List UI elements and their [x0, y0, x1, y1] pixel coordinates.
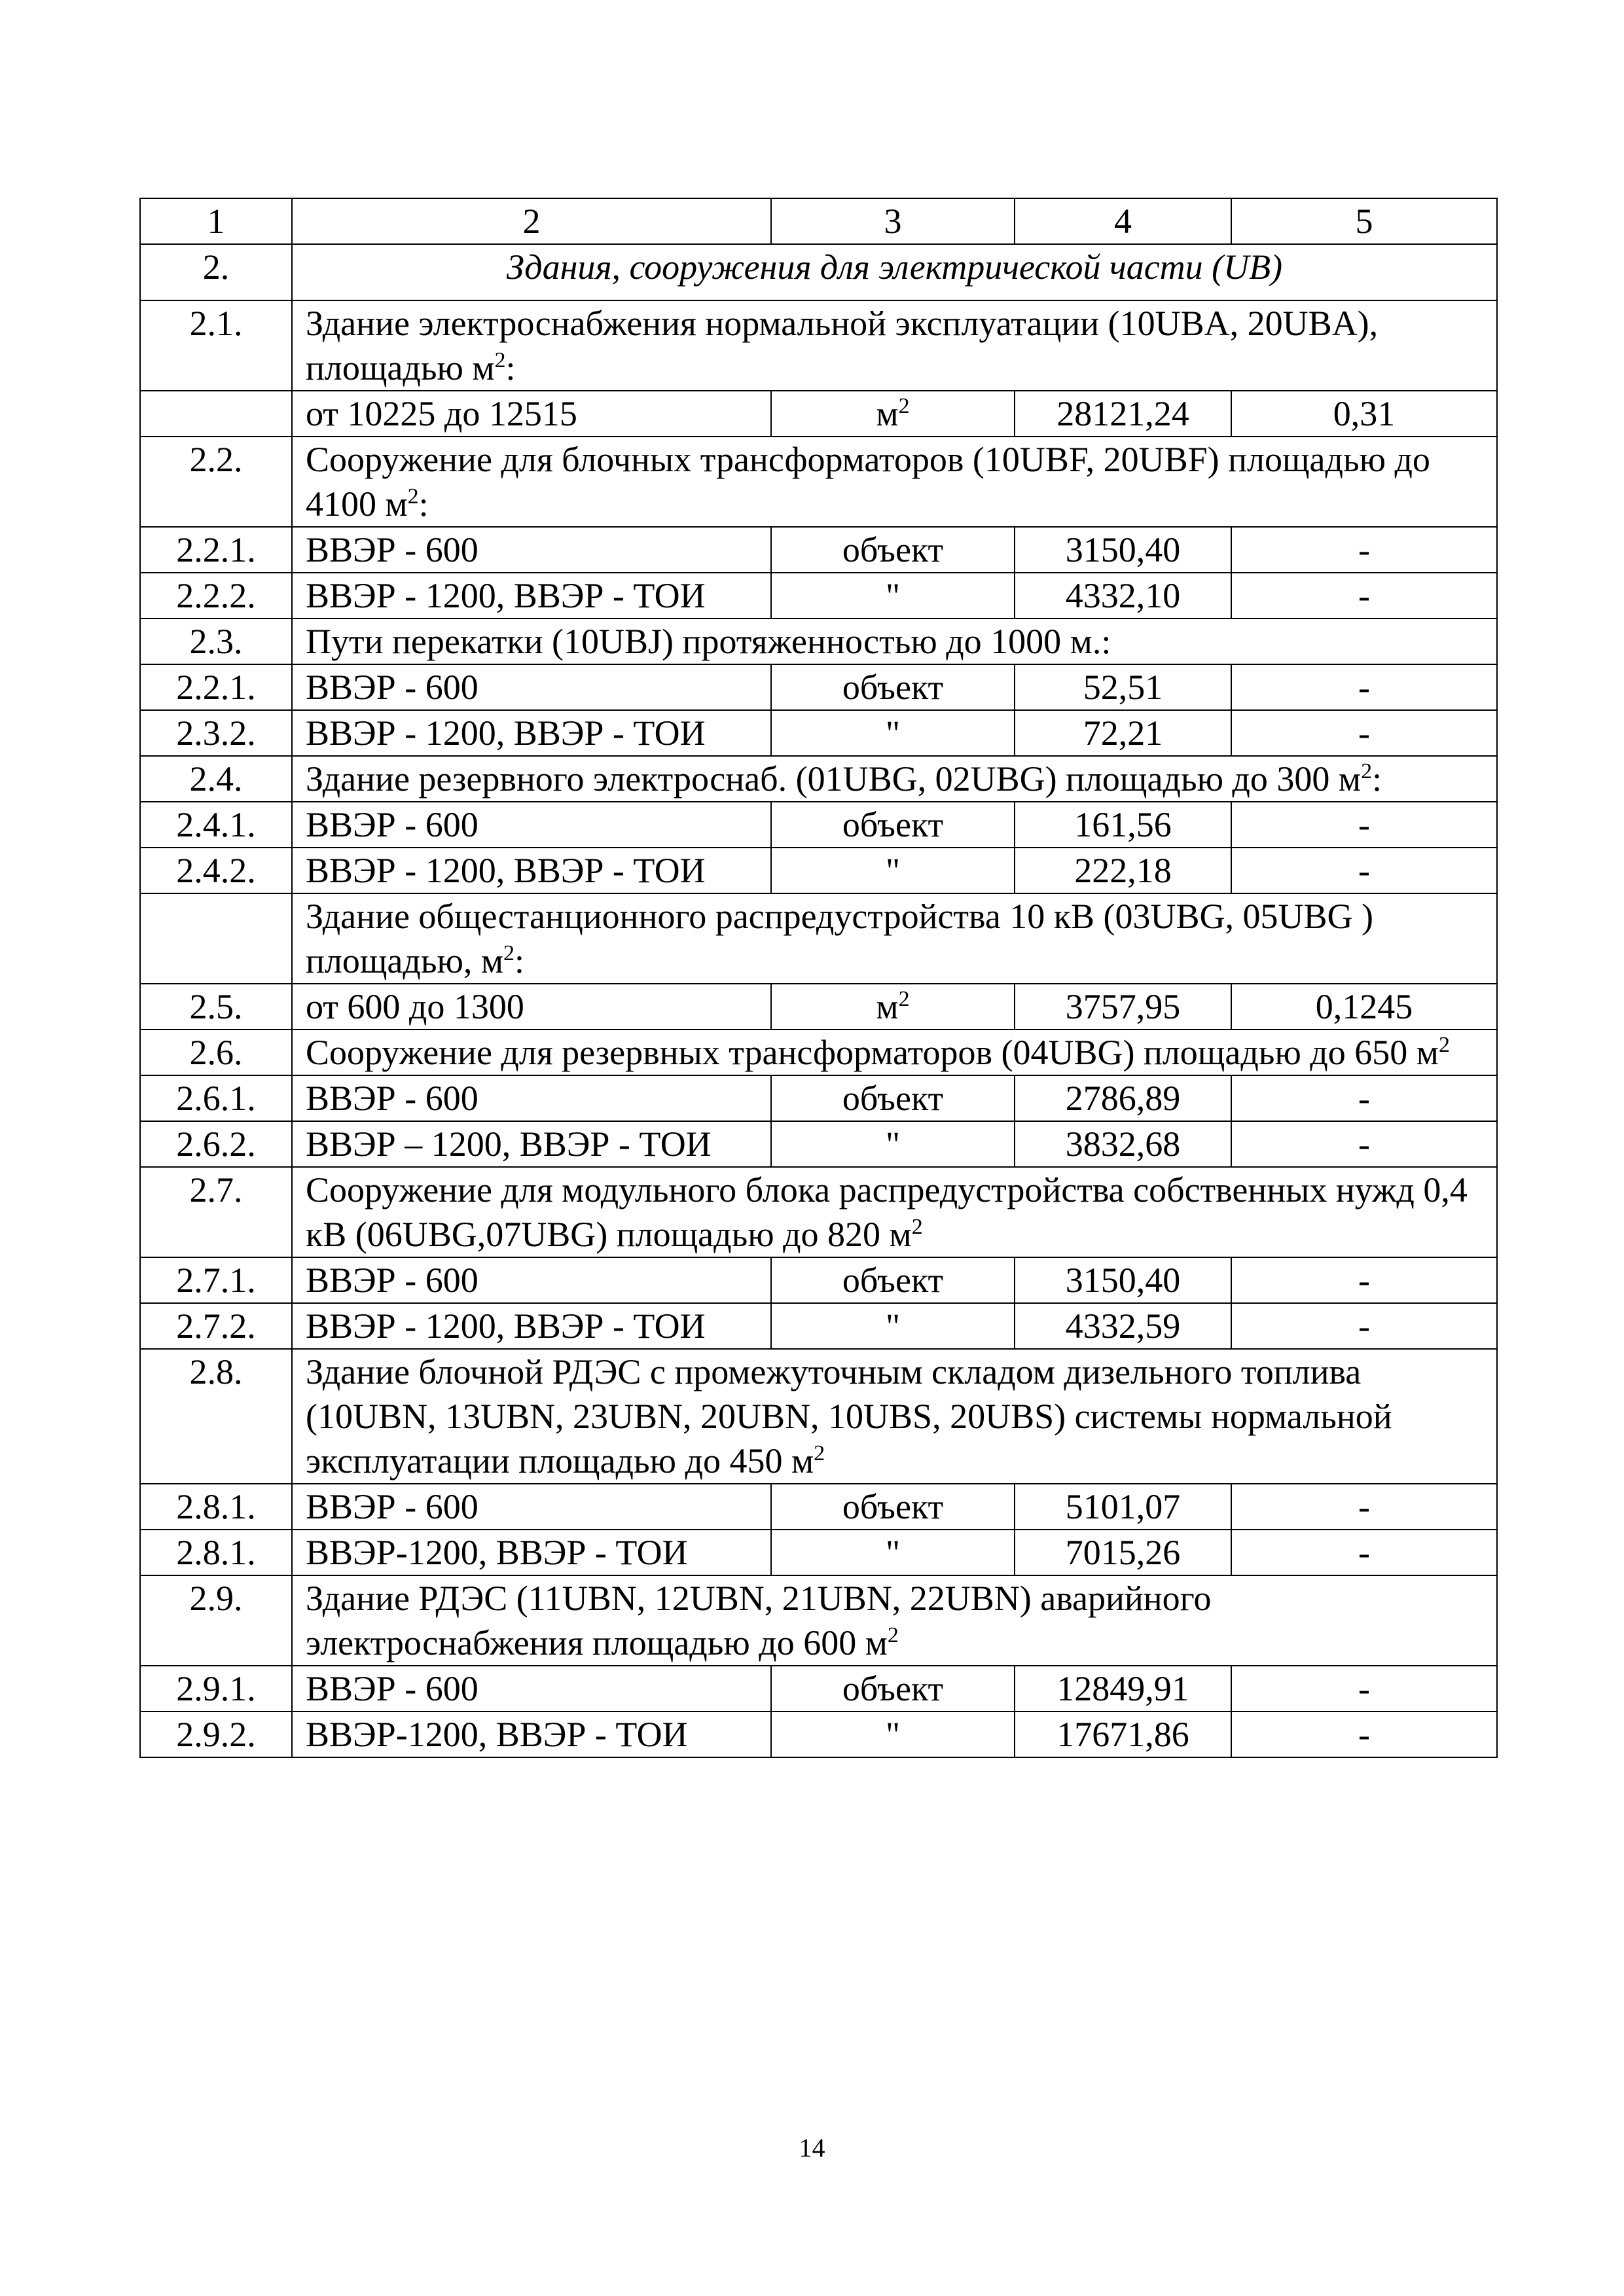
item-description: ВВЭР – 1200, ВВЭР - ТОИ [292, 1121, 771, 1167]
coefficient-cell: - [1231, 1121, 1497, 1167]
description-text: Здание блочной РДЭС с промежуточным складом дизельного топлива (10UBN, 13UBN, 23UBN, 20UBN, 10UBS, 20UBS) системы нормальной эксплуатации площадью до 450 м [306, 1352, 1392, 1480]
unit-cell: " [771, 1303, 1015, 1349]
value-cell: 3150,40 [1015, 527, 1231, 573]
description-text: : [1372, 759, 1382, 798]
row-number: 2.2. [140, 437, 292, 527]
item-description: ВВЭР - 600 [292, 1075, 771, 1121]
table-row [140, 1075, 1497, 1121]
item-description: ВВЭР - 600 [292, 1666, 771, 1712]
column-number: 1 [140, 198, 292, 244]
group-row [140, 1349, 1497, 1484]
coefficient-cell: - [1231, 1075, 1497, 1121]
description-text: Пути перекатки (10UBJ) протяженностью до 1000 м.: [306, 622, 1111, 661]
group-description [292, 1575, 1497, 1666]
row-number: 2.8. [140, 1349, 292, 1484]
group-row [140, 300, 1497, 391]
superscript: 2 [898, 394, 910, 418]
row-number: 2.2.2. [140, 573, 292, 619]
superscript: 2 [503, 941, 515, 965]
unit-cell: " [771, 573, 1015, 619]
row-number: 2.8.1. [140, 1484, 292, 1530]
value-cell: 4332,59 [1015, 1303, 1231, 1349]
value-cell: 3150,40 [1015, 1257, 1231, 1303]
item-description: ВВЭР-1200, ВВЭР - ТОИ [292, 1530, 771, 1575]
coefficient-cell: - [1231, 802, 1497, 848]
coefficient-cell: - [1231, 1303, 1497, 1349]
item-description: ВВЭР - 600 [292, 1484, 771, 1530]
unit-cell: " [771, 1530, 1015, 1575]
value-cell: 222,18 [1015, 848, 1231, 893]
column-number: 5 [1231, 198, 1497, 244]
row-number: 2.4.1. [140, 802, 292, 848]
group-description [292, 756, 1497, 802]
superscript: 2 [407, 484, 419, 509]
column-number: 3 [771, 198, 1015, 244]
value-cell: 161,56 [1015, 802, 1231, 848]
value-cell: 72,21 [1015, 710, 1231, 756]
value-cell: 4332,10 [1015, 573, 1231, 619]
row-number: 2.6.1. [140, 1075, 292, 1121]
item-description: ВВЭР - 1200, ВВЭР - ТОИ [292, 1303, 771, 1349]
coefficient-cell: 0,31 [1231, 391, 1497, 437]
rates-table [139, 198, 1498, 1758]
column-number-row [140, 198, 1497, 244]
superscript: 2 [1361, 759, 1373, 783]
table-row [140, 527, 1497, 573]
section-number: 2. [140, 244, 292, 300]
unit-text: м [876, 987, 899, 1026]
group-description [292, 300, 1497, 391]
group-row [140, 437, 1497, 527]
row-number: 2.9.2. [140, 1712, 292, 1757]
item-description: ВВЭР - 1200, ВВЭР - ТОИ [292, 710, 771, 756]
coefficient-cell: - [1231, 664, 1497, 710]
table-body [140, 300, 1497, 1757]
unit-cell: объект [771, 1075, 1015, 1121]
row-number: 2.2.1. [140, 664, 292, 710]
group-description [292, 619, 1497, 664]
table-row [140, 1484, 1497, 1530]
unit-cell: " [771, 848, 1015, 893]
coefficient-cell: - [1231, 1484, 1497, 1530]
item-description: ВВЭР - 600 [292, 527, 771, 573]
unit-cell: " [771, 710, 1015, 756]
group-row [140, 1030, 1497, 1075]
row-number: 2.9.1. [140, 1666, 292, 1712]
row-number: 2.8.1. [140, 1530, 292, 1575]
section-row [140, 244, 1497, 300]
group-description [292, 437, 1497, 527]
item-description: от 600 до 1300 [292, 984, 771, 1030]
table-row [140, 1666, 1497, 1712]
item-description: ВВЭР - 1200, ВВЭР - ТОИ [292, 848, 771, 893]
group-description [292, 1167, 1497, 1257]
coefficient-cell: - [1231, 710, 1497, 756]
item-description: от 10225 до 12515 [292, 391, 771, 437]
table-row [140, 1530, 1497, 1575]
unit-cell: объект [771, 802, 1015, 848]
coefficient-cell: - [1231, 848, 1497, 893]
coefficient-cell: - [1231, 527, 1497, 573]
value-cell: 12849,91 [1015, 1666, 1231, 1712]
table-row [140, 573, 1497, 619]
description-text: : [514, 941, 525, 980]
group-description [292, 1030, 1497, 1075]
description-text: : [505, 348, 516, 387]
group-description [292, 893, 1497, 984]
unit-cell [771, 984, 1015, 1030]
coefficient-cell: - [1231, 1530, 1497, 1575]
coefficient-cell: - [1231, 1257, 1497, 1303]
group-description [292, 1349, 1497, 1484]
superscript: 2 [1438, 1033, 1450, 1057]
value-cell: 7015,26 [1015, 1530, 1231, 1575]
unit-cell [771, 391, 1015, 437]
value-cell: 3832,68 [1015, 1121, 1231, 1167]
table-row [140, 1121, 1497, 1167]
coefficient-cell: - [1231, 573, 1497, 619]
group-row [140, 619, 1497, 664]
description-text: Здание РДЭС (11UBN, 12UBN, 21UBN, 22UBN) аварийного электроснабжения площадью до 600 м [306, 1579, 1212, 1662]
row-number: 2.4. [140, 756, 292, 802]
row-number: 2.9. [140, 1575, 292, 1666]
description-text: Здание общестанционного распредустройства 10 кВ (03UBG, 05UBG ) площадью, м [306, 897, 1374, 980]
table-row [140, 1712, 1497, 1757]
row-number: 2.5. [140, 984, 292, 1030]
unit-cell: объект [771, 527, 1015, 573]
unit-cell: " [771, 1712, 1015, 1757]
description-text: Сооружение для блочных трансформаторов (10UBF, 20UBF) площадью до 4100 м [306, 440, 1430, 524]
table-row [140, 1303, 1497, 1349]
superscript: 2 [898, 987, 910, 1011]
value-cell: 17671,86 [1015, 1712, 1231, 1757]
description-text: Сооружение для резервных трансформаторов (04UBG) площадью до 650 м [306, 1033, 1439, 1072]
superscript: 2 [494, 348, 506, 372]
description-text: Здание электроснабжения нормальной эксплуатации (10UBA, 20UBA), площадью м [306, 304, 1379, 387]
coefficient-cell: 0,1245 [1231, 984, 1497, 1030]
item-description: ВВЭР - 600 [292, 802, 771, 848]
value-cell: 5101,07 [1015, 1484, 1231, 1530]
unit-cell: объект [771, 664, 1015, 710]
row-number: 2.3. [140, 619, 292, 664]
item-description: ВВЭР-1200, ВВЭР - ТОИ [292, 1712, 771, 1757]
unit-cell: объект [771, 1484, 1015, 1530]
row-number [140, 391, 292, 437]
table-row [140, 710, 1497, 756]
group-row [140, 756, 1497, 802]
value-cell: 3757,95 [1015, 984, 1231, 1030]
superscript: 2 [814, 1441, 825, 1465]
coefficient-cell: - [1231, 1666, 1497, 1712]
table-row [140, 391, 1497, 437]
value-cell: 2786,89 [1015, 1075, 1231, 1121]
section-title: Здания, сооружения для электрической части (UB) [292, 244, 1497, 300]
row-number: 2.4.2. [140, 848, 292, 893]
item-description: ВВЭР - 600 [292, 664, 771, 710]
table-row [140, 848, 1497, 893]
unit-cell: " [771, 1121, 1015, 1167]
row-number: 2.6.2. [140, 1121, 292, 1167]
table-row [140, 664, 1497, 710]
row-number: 2.1. [140, 300, 292, 391]
item-description: ВВЭР - 600 [292, 1257, 771, 1303]
column-number: 2 [292, 198, 771, 244]
description-text: : [418, 484, 429, 524]
value-cell: 28121,24 [1015, 391, 1231, 437]
value-cell: 52,51 [1015, 664, 1231, 710]
superscript: 2 [911, 1215, 923, 1239]
table-row [140, 1257, 1497, 1303]
page-number: 14 [799, 2133, 825, 2162]
row-number: 2.3.2. [140, 710, 292, 756]
unit-cell: объект [771, 1257, 1015, 1303]
row-number: 2.7. [140, 1167, 292, 1257]
unit-text: м [876, 394, 899, 433]
column-number: 4 [1015, 198, 1231, 244]
group-row [140, 1167, 1497, 1257]
group-row [140, 893, 1497, 984]
row-number: 2.7.2. [140, 1303, 292, 1349]
description-text: Здание резервного электроснаб. (01UBG, 02UBG) площадью до 300 м [306, 759, 1362, 798]
description-text: Сооружение для модульного блока распредустройства собственных нужд 0,4 кВ (06UBG,07UBG) площадью до 820 м [306, 1170, 1468, 1254]
superscript: 2 [887, 1623, 899, 1647]
unit-cell: объект [771, 1666, 1015, 1712]
table-row [140, 984, 1497, 1030]
row-number [140, 893, 292, 984]
item-description: ВВЭР - 1200, ВВЭР - ТОИ [292, 573, 771, 619]
row-number: 2.6. [140, 1030, 292, 1075]
table-row [140, 802, 1497, 848]
coefficient-cell: - [1231, 1712, 1497, 1757]
row-number: 2.7.1. [140, 1257, 292, 1303]
row-number: 2.2.1. [140, 527, 292, 573]
group-row [140, 1575, 1497, 1666]
